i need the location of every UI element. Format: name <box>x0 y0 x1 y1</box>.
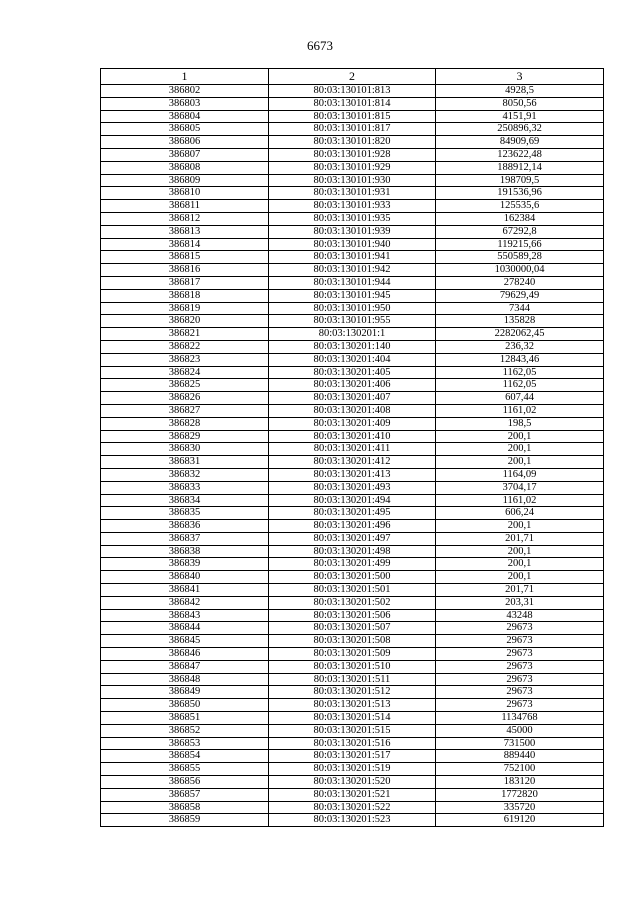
row-number-cell: 386850 <box>101 699 269 712</box>
value-cell: 1134768 <box>436 712 604 725</box>
table-row <box>101 686 604 699</box>
row-number-cell: 386841 <box>101 584 269 597</box>
value-cell: 119215,66 <box>436 238 604 251</box>
value-cell: 550589,28 <box>436 251 604 264</box>
row-number-cell: 386820 <box>101 315 269 328</box>
value-cell: 200,1 <box>436 430 604 443</box>
row-number-cell: 386806 <box>101 136 269 149</box>
value-cell: 278240 <box>436 276 604 289</box>
row-number-cell: 386858 <box>101 801 269 814</box>
table-row <box>101 443 604 456</box>
value-cell: 29673 <box>436 686 604 699</box>
cadastral-number-cell: 80:03:130101:955 <box>269 315 436 328</box>
cadastral-number-cell: 80:03:130201:516 <box>269 737 436 750</box>
cadastral-number-cell: 80:03:130201:499 <box>269 558 436 571</box>
table-row <box>101 110 604 123</box>
table-row <box>101 174 604 187</box>
value-cell: 607,44 <box>436 392 604 405</box>
row-number-cell: 386831 <box>101 456 269 469</box>
row-number-cell: 386847 <box>101 660 269 673</box>
cadastral-number-cell: 80:03:130201:511 <box>269 673 436 686</box>
value-cell: 4928,5 <box>436 85 604 98</box>
table-header <box>101 69 604 85</box>
table-row <box>101 699 604 712</box>
table-row <box>101 801 604 814</box>
cadastral-number-cell: 80:03:130101:817 <box>269 123 436 136</box>
value-cell: 1164,09 <box>436 468 604 481</box>
row-number-cell: 386807 <box>101 148 269 161</box>
table-row <box>101 264 604 277</box>
cadastral-number-cell: 80:03:130101:814 <box>269 97 436 110</box>
cadastral-number-cell: 80:03:130101:944 <box>269 276 436 289</box>
cadastral-number-cell: 80:03:130201:408 <box>269 404 436 417</box>
cadastral-number-cell: 80:03:130201:498 <box>269 545 436 558</box>
row-number-cell: 386810 <box>101 187 269 200</box>
row-number-cell: 386856 <box>101 776 269 789</box>
cadastral-number-cell: 80:03:130201:520 <box>269 776 436 789</box>
row-number-cell: 386821 <box>101 328 269 341</box>
table-row <box>101 635 604 648</box>
table-row <box>101 225 604 238</box>
row-number-cell: 386805 <box>101 123 269 136</box>
row-number-cell: 386851 <box>101 712 269 725</box>
value-cell: 200,1 <box>436 545 604 558</box>
table-row <box>101 161 604 174</box>
row-number-cell: 386843 <box>101 609 269 622</box>
cadastral-number-cell: 80:03:130201:517 <box>269 750 436 763</box>
row-number-cell: 386827 <box>101 404 269 417</box>
value-cell: 12843,46 <box>436 353 604 366</box>
value-cell: 29673 <box>436 648 604 661</box>
cadastral-number-cell: 80:03:130201:497 <box>269 532 436 545</box>
value-cell: 29673 <box>436 635 604 648</box>
table-row <box>101 558 604 571</box>
value-cell: 84909,69 <box>436 136 604 149</box>
table-row <box>101 123 604 136</box>
cadastral-number-cell: 80:03:130201:409 <box>269 417 436 430</box>
cadastral-number-cell: 80:03:130201:407 <box>269 392 436 405</box>
row-number-cell: 386809 <box>101 174 269 187</box>
cadastral-number-cell: 80:03:130201:404 <box>269 353 436 366</box>
table-row <box>101 251 604 264</box>
cadastral-number-cell: 80:03:130201:514 <box>269 712 436 725</box>
value-cell: 1772820 <box>436 788 604 801</box>
cadastral-number-cell: 80:03:130201:412 <box>269 456 436 469</box>
value-cell: 201,71 <box>436 532 604 545</box>
cadastral-number-cell: 80:03:130201:405 <box>269 366 436 379</box>
row-number-cell: 386838 <box>101 545 269 558</box>
row-number-cell: 386848 <box>101 673 269 686</box>
value-cell: 198,5 <box>436 417 604 430</box>
table-row <box>101 187 604 200</box>
row-number-cell: 386853 <box>101 737 269 750</box>
row-number-cell: 386842 <box>101 596 269 609</box>
row-number-cell: 386857 <box>101 788 269 801</box>
row-number-cell: 386823 <box>101 353 269 366</box>
table-row <box>101 379 604 392</box>
row-number-cell: 386804 <box>101 110 269 123</box>
value-cell: 200,1 <box>436 456 604 469</box>
value-cell: 200,1 <box>436 571 604 584</box>
table-row <box>101 584 604 597</box>
table-row <box>101 814 604 827</box>
table-row <box>101 200 604 213</box>
cadastral-number-cell: 80:03:130201:493 <box>269 481 436 494</box>
table-row <box>101 712 604 725</box>
table-row <box>101 622 604 635</box>
cadastral-number-cell: 80:03:130201:410 <box>269 430 436 443</box>
cadastral-number-cell: 80:03:130201:500 <box>269 571 436 584</box>
cadastral-number-cell: 80:03:130201:506 <box>269 609 436 622</box>
value-cell: 8050,56 <box>436 97 604 110</box>
table-row <box>101 97 604 110</box>
row-number-cell: 386815 <box>101 251 269 264</box>
table-row <box>101 340 604 353</box>
row-number-cell: 386818 <box>101 289 269 302</box>
table-row <box>101 532 604 545</box>
value-cell: 731500 <box>436 737 604 750</box>
row-number-cell: 386817 <box>101 276 269 289</box>
table-row <box>101 468 604 481</box>
table-row <box>101 660 604 673</box>
row-number-cell: 386849 <box>101 686 269 699</box>
value-cell: 67292,8 <box>436 225 604 238</box>
column-header-3: 3 <box>436 69 604 85</box>
row-number-cell: 386846 <box>101 648 269 661</box>
table-row <box>101 417 604 430</box>
value-cell: 125535,6 <box>436 200 604 213</box>
data-table <box>100 68 604 827</box>
table-row <box>101 328 604 341</box>
row-number-cell: 386854 <box>101 750 269 763</box>
row-number-cell: 386811 <box>101 200 269 213</box>
table-row <box>101 366 604 379</box>
row-number-cell: 386812 <box>101 212 269 225</box>
cadastral-number-cell: 80:03:130101:815 <box>269 110 436 123</box>
value-cell: 188912,14 <box>436 161 604 174</box>
value-cell: 79629,49 <box>436 289 604 302</box>
value-cell: 200,1 <box>436 443 604 456</box>
table-row <box>101 571 604 584</box>
table-row <box>101 136 604 149</box>
table-row <box>101 353 604 366</box>
table-row <box>101 404 604 417</box>
value-cell: 606,24 <box>436 507 604 520</box>
cadastral-number-cell: 80:03:130201:508 <box>269 635 436 648</box>
cadastral-number-cell: 80:03:130101:813 <box>269 85 436 98</box>
column-header-1: 1 <box>101 69 269 85</box>
row-number-cell: 386844 <box>101 622 269 635</box>
value-cell: 752100 <box>436 763 604 776</box>
cadastral-number-cell: 80:03:130201:406 <box>269 379 436 392</box>
cadastral-number-cell: 80:03:130101:939 <box>269 225 436 238</box>
row-number-cell: 386832 <box>101 468 269 481</box>
row-number-cell: 386836 <box>101 520 269 533</box>
row-number-cell: 386825 <box>101 379 269 392</box>
value-cell: 2282062,45 <box>436 328 604 341</box>
row-number-cell: 386835 <box>101 507 269 520</box>
value-cell: 183120 <box>436 776 604 789</box>
value-cell: 45000 <box>436 724 604 737</box>
cadastral-number-cell: 80:03:130101:940 <box>269 238 436 251</box>
table-row <box>101 507 604 520</box>
value-cell: 1161,02 <box>436 494 604 507</box>
value-cell: 1161,02 <box>436 404 604 417</box>
row-number-cell: 386808 <box>101 161 269 174</box>
value-cell: 198709,5 <box>436 174 604 187</box>
row-number-cell: 386816 <box>101 264 269 277</box>
table-row <box>101 545 604 558</box>
value-cell: 250896,32 <box>436 123 604 136</box>
row-number-cell: 386833 <box>101 481 269 494</box>
value-cell: 162384 <box>436 212 604 225</box>
row-number-cell: 386802 <box>101 85 269 98</box>
cadastral-number-cell: 80:03:130101:820 <box>269 136 436 149</box>
cadastral-number-cell: 80:03:130201:515 <box>269 724 436 737</box>
value-cell: 4151,91 <box>436 110 604 123</box>
cadastral-number-cell: 80:03:130201:494 <box>269 494 436 507</box>
row-number-cell: 386839 <box>101 558 269 571</box>
value-cell: 3704,17 <box>436 481 604 494</box>
row-number-cell: 386855 <box>101 763 269 776</box>
row-number-cell: 386852 <box>101 724 269 737</box>
row-number-cell: 386829 <box>101 430 269 443</box>
cadastral-number-cell: 80:03:130101:941 <box>269 251 436 264</box>
cadastral-number-cell: 80:03:130201:519 <box>269 763 436 776</box>
table-row <box>101 494 604 507</box>
table-row <box>101 276 604 289</box>
value-cell: 123622,48 <box>436 148 604 161</box>
cadastral-number-cell: 80:03:130201:523 <box>269 814 436 827</box>
value-cell: 236,32 <box>436 340 604 353</box>
cadastral-number-cell: 80:03:130101:929 <box>269 161 436 174</box>
page-number: 6673 <box>307 38 333 53</box>
value-cell: 1162,05 <box>436 366 604 379</box>
cadastral-number-cell: 80:03:130101:931 <box>269 187 436 200</box>
table-row <box>101 648 604 661</box>
value-cell: 889440 <box>436 750 604 763</box>
table-row <box>101 481 604 494</box>
cadastral-number-cell: 80:03:130201:140 <box>269 340 436 353</box>
table-row <box>101 596 604 609</box>
table-row <box>101 609 604 622</box>
header-row <box>101 69 604 85</box>
value-cell: 200,1 <box>436 558 604 571</box>
table-row <box>101 520 604 533</box>
cadastral-number-cell: 80:03:130201:411 <box>269 443 436 456</box>
cadastral-number-cell: 80:03:130101:935 <box>269 212 436 225</box>
cadastral-number-cell: 80:03:130201:509 <box>269 648 436 661</box>
column-header-2: 2 <box>269 69 436 85</box>
table-row <box>101 724 604 737</box>
table-row <box>101 788 604 801</box>
table-row <box>101 302 604 315</box>
table-row <box>101 456 604 469</box>
cadastral-number-cell: 80:03:130101:928 <box>269 148 436 161</box>
cadastral-number-cell: 80:03:130101:933 <box>269 200 436 213</box>
row-number-cell: 386828 <box>101 417 269 430</box>
value-cell: 7344 <box>436 302 604 315</box>
table-row <box>101 673 604 686</box>
value-cell: 1030000,04 <box>436 264 604 277</box>
table-row <box>101 392 604 405</box>
value-cell: 203,31 <box>436 596 604 609</box>
table-row <box>101 289 604 302</box>
row-number-cell: 386819 <box>101 302 269 315</box>
cadastral-number-cell: 80:03:130201:510 <box>269 660 436 673</box>
table-row <box>101 430 604 443</box>
row-number-cell: 386824 <box>101 366 269 379</box>
value-cell: 335720 <box>436 801 604 814</box>
table-body <box>101 85 604 827</box>
cadastral-number-cell: 80:03:130201:512 <box>269 686 436 699</box>
cadastral-number-cell: 80:03:130201:496 <box>269 520 436 533</box>
cadastral-number-cell: 80:03:130201:507 <box>269 622 436 635</box>
cadastral-number-cell: 80:03:130101:945 <box>269 289 436 302</box>
table-row <box>101 148 604 161</box>
value-cell: 29673 <box>436 673 604 686</box>
row-number-cell: 386845 <box>101 635 269 648</box>
row-number-cell: 386803 <box>101 97 269 110</box>
row-number-cell: 386813 <box>101 225 269 238</box>
cadastral-number-cell: 80:03:130201:501 <box>269 584 436 597</box>
table-row <box>101 315 604 328</box>
cadastral-number-cell: 80:03:130201:502 <box>269 596 436 609</box>
value-cell: 43248 <box>436 609 604 622</box>
row-number-cell: 386859 <box>101 814 269 827</box>
cadastral-number-cell: 80:03:130101:942 <box>269 264 436 277</box>
value-cell: 135828 <box>436 315 604 328</box>
row-number-cell: 386840 <box>101 571 269 584</box>
table-row <box>101 212 604 225</box>
table-row <box>101 85 604 98</box>
cadastral-number-cell: 80:03:130101:950 <box>269 302 436 315</box>
table-row <box>101 750 604 763</box>
row-number-cell: 386814 <box>101 238 269 251</box>
value-cell: 200,1 <box>436 520 604 533</box>
cadastral-number-cell: 80:03:130201:522 <box>269 801 436 814</box>
value-cell: 29673 <box>436 660 604 673</box>
table-row <box>101 776 604 789</box>
cadastral-number-cell: 80:03:130101:930 <box>269 174 436 187</box>
cadastral-number-cell: 80:03:130201:513 <box>269 699 436 712</box>
value-cell: 1162,05 <box>436 379 604 392</box>
cadastral-number-cell: 80:03:130201:495 <box>269 507 436 520</box>
cadastral-number-cell: 80:03:130201:413 <box>269 468 436 481</box>
row-number-cell: 386834 <box>101 494 269 507</box>
table-row <box>101 238 604 251</box>
value-cell: 619120 <box>436 814 604 827</box>
row-number-cell: 386826 <box>101 392 269 405</box>
value-cell: 201,71 <box>436 584 604 597</box>
table-row <box>101 763 604 776</box>
value-cell: 29673 <box>436 699 604 712</box>
value-cell: 29673 <box>436 622 604 635</box>
table-row <box>101 737 604 750</box>
value-cell: 191536,96 <box>436 187 604 200</box>
cadastral-number-cell: 80:03:130201:521 <box>269 788 436 801</box>
row-number-cell: 386830 <box>101 443 269 456</box>
row-number-cell: 386837 <box>101 532 269 545</box>
cadastral-number-cell: 80:03:130201:1 <box>269 328 436 341</box>
row-number-cell: 386822 <box>101 340 269 353</box>
